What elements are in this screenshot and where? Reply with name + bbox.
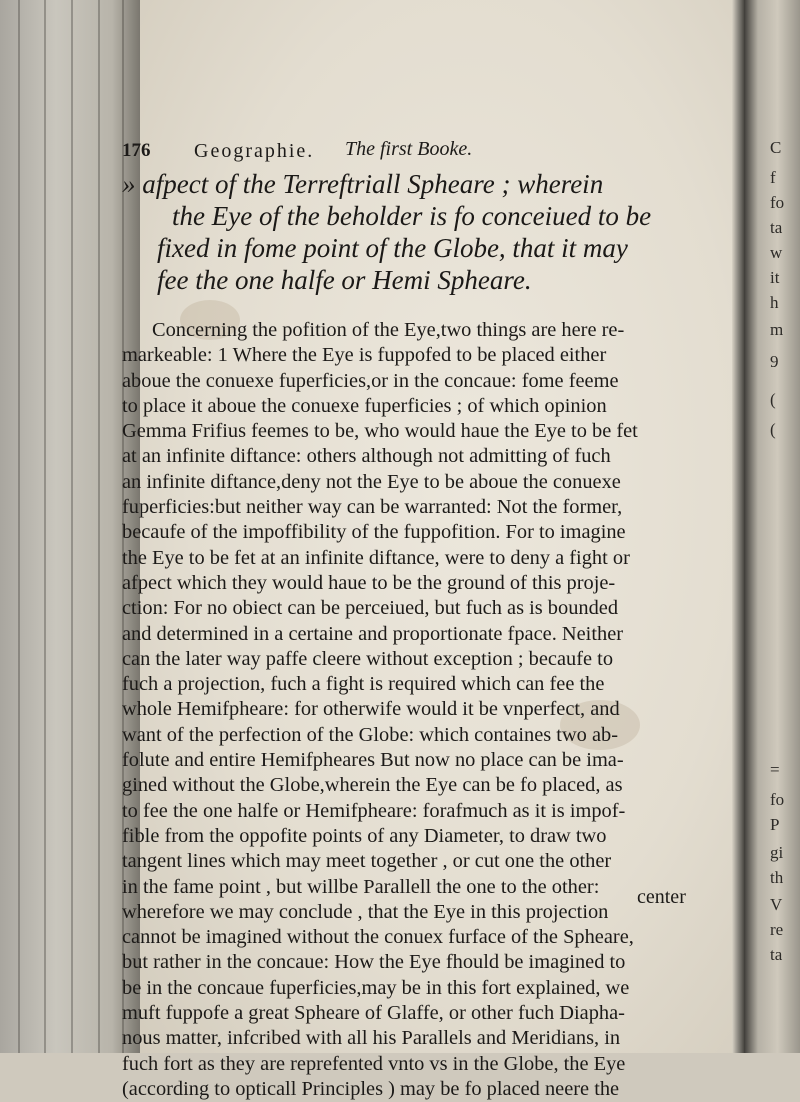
running-title: Geographie. [194, 140, 315, 162]
facing-page-fragment: w [770, 243, 783, 262]
text-line: want of the perfection of the Globe: which containes two ab- [122, 723, 619, 746]
text-line: fuch fort as they are reprefented vnto vs in the Globe, the Eye [122, 1052, 626, 1075]
facing-page-fragment: m [770, 320, 784, 339]
text-line: (according to opticall Principles ) may be fo placed neere the [122, 1077, 620, 1100]
heading-line: the Eye of the beholder is fo conceiued to be [172, 201, 652, 231]
text-line: Gemma Frifius feemes to be, who would haue the Eye to be fet [122, 420, 638, 443]
text-line: be in the concaue fuperficies,may be in this fort explained, we [122, 976, 630, 999]
catchword: center [637, 886, 686, 908]
facing-page-fragment: 9 [770, 352, 779, 371]
facing-page-fragment: ( [770, 420, 776, 439]
text-line: wherefore we may conclude , that the Eye in this projection [122, 900, 609, 923]
text-line: ction: For no obiect can be perceiued, but fuch as is bounded [122, 597, 619, 620]
book-gutter [732, 0, 744, 1053]
text-line: muft fuppofe a great Spheare of Glaffe, or other fuch Diapha- [122, 1002, 625, 1025]
text-line: whole Hemifpheare: for otherwife would it be vnperfect, and [122, 698, 620, 721]
heading-line: fee the one halfe or Hemi Spheare. [157, 265, 532, 295]
text-line: aboue the conuexe fuperficies,or in the concaue: fome feeme [122, 369, 619, 392]
facing-page-fragment: gi [770, 843, 784, 862]
text-line: to place it aboue the conuexe fuperficies ; of which opinion [122, 394, 607, 417]
text-line: to fee the one halfe or Hemifpheare: forafmuch as it is impof- [122, 799, 626, 822]
page-header [122, 140, 682, 170]
facing-page-fragment: ta [770, 945, 783, 964]
text-line: cannot be imagined without the conuex furface of the Spheare, [122, 926, 634, 949]
text-line: but rather in the concaue: How the Eye fhould be imagined to [122, 951, 626, 974]
facing-page-fragment: th [770, 868, 784, 887]
facing-page-fragment: h [770, 293, 779, 312]
text-line: fuperficies:but neither way can be warranted: Not the former, [122, 496, 623, 519]
text-line: markeable: 1 Where the Eye is fuppofed to be placed either [122, 344, 607, 367]
text-line: becaufe of the impoffibility of the fuppofition. For to imagine [122, 521, 626, 544]
text-line: in the fame point , but willbe Parallell the one to the other: [122, 875, 600, 898]
facing-page-fragment: fo [770, 193, 785, 212]
left-page-edge [0, 0, 140, 1053]
text-line: fuch a projection, fuch a fight is required which can fee the [122, 673, 605, 696]
facing-page-fragment: = [770, 760, 780, 779]
book-title: The first Booke. [345, 138, 473, 160]
text-line: folute and entire Hemifpheares But now no place can be ima- [122, 749, 624, 772]
text-line: at an infinite diftance: others although not admitting of fuch [122, 445, 611, 468]
text-line: Concerning the pofition of the Eye,two things are here re- [152, 319, 625, 341]
text-line: afpect which they would haue to be the ground of this proje- [122, 571, 616, 594]
text-line: the Eye to be fet at an infinite diftance, were to deny a fight or [122, 546, 630, 569]
heading-line: fixed in fome point of the Globe, that it may [157, 233, 628, 263]
text-line: can the later way paffe cleere without exception ; becaufe to [122, 647, 614, 670]
body-text [122, 318, 702, 1102]
facing-page-fragment: V [770, 895, 783, 914]
text-line: fible from the oppofite points of any Diameter, to draw two [122, 824, 607, 847]
text-line: tangent lines which may meet together , or cut one the other [122, 850, 612, 873]
facing-page-fragment: fo [770, 790, 785, 809]
section-heading [122, 168, 682, 296]
text-line: an infinite diftance,deny not the Eye to be aboue the conuexe [122, 470, 621, 493]
facing-page-fragment: it [770, 268, 780, 287]
facing-page-fragment: f [770, 168, 776, 187]
page-number: 176 [122, 140, 151, 161]
text-line: gined without the Globe,wherein the Eye can be fo placed, as [122, 774, 623, 797]
text-line: and determined in a certaine and proportionate fpace. Neither [122, 622, 624, 645]
facing-page-fragment: C [770, 138, 782, 157]
facing-page-fragment: ( [770, 390, 776, 409]
facing-page-fragment: re [770, 920, 784, 939]
facing-page-edge [744, 0, 800, 1053]
heading-line: » afpect of the Terreftriall Spheare ; wherein [122, 169, 604, 199]
facing-page-fragment: P [770, 815, 780, 834]
text-line: nous matter, infcribed with all his Parallels and Meridians, in [122, 1027, 621, 1050]
facing-page-fragment: ta [770, 218, 783, 237]
